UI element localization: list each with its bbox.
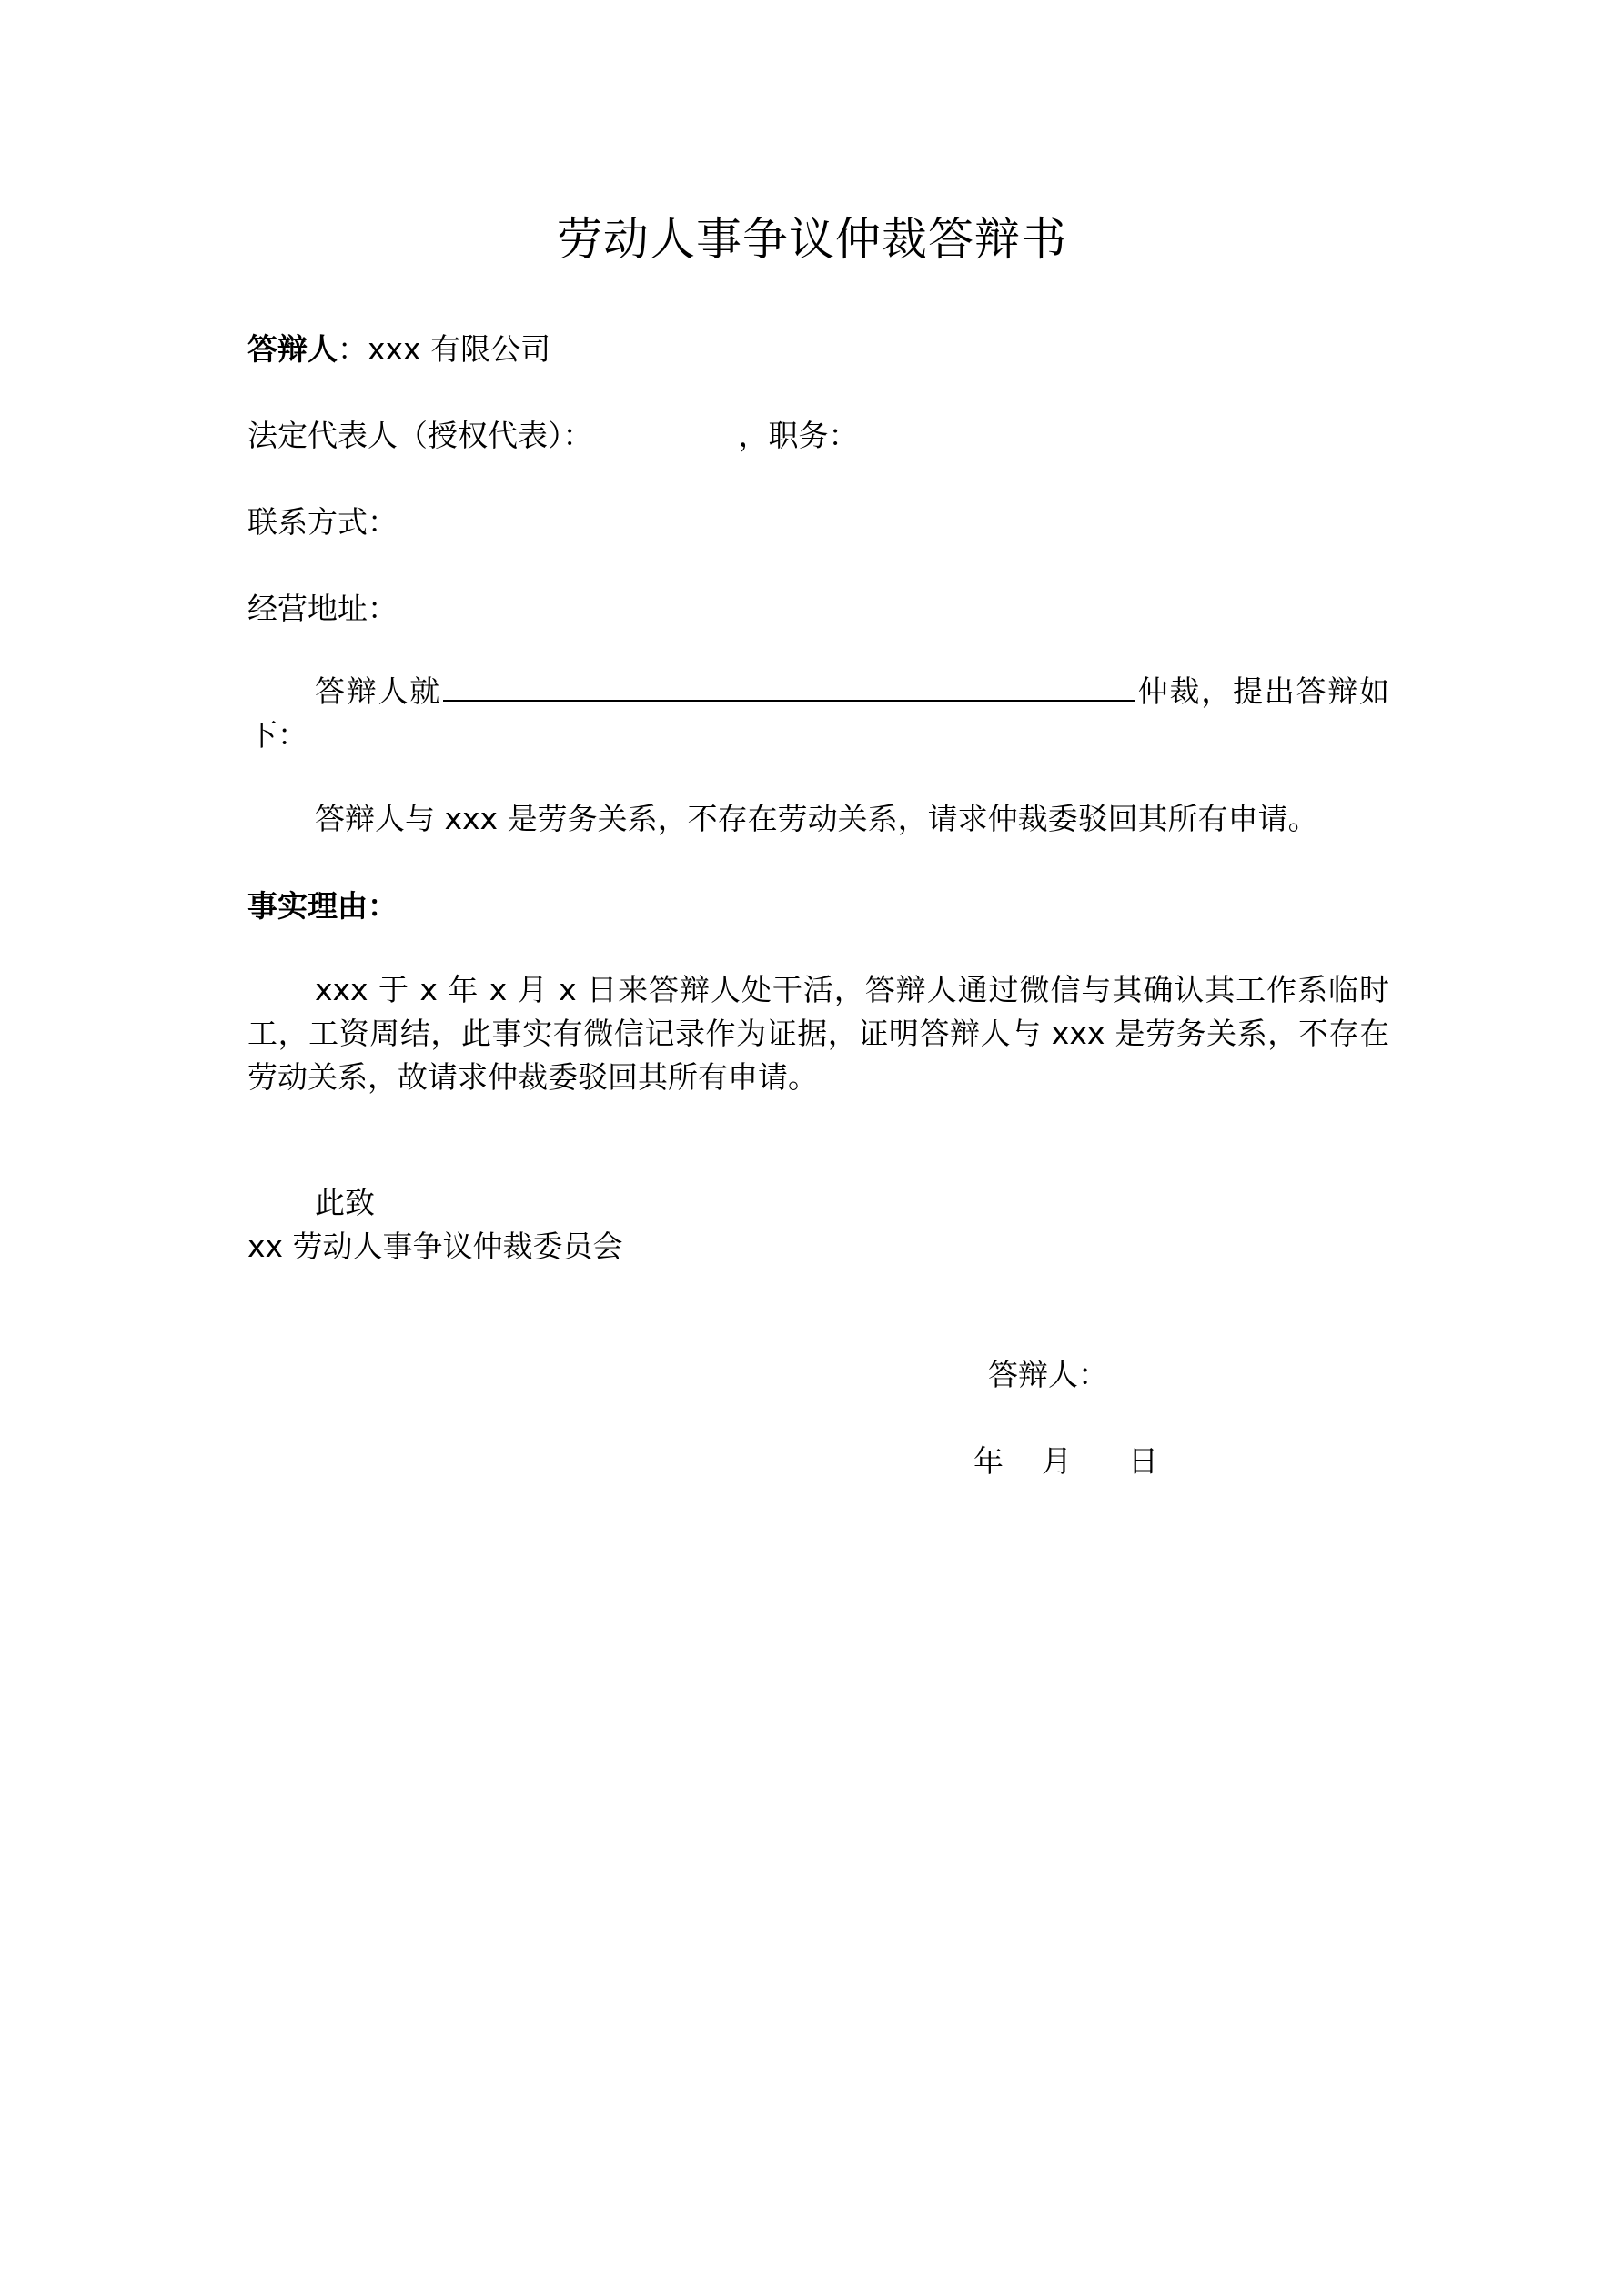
facts-heading: 事实理由：	[247, 888, 398, 924]
legal-rep-label: 法定代表人（授权代表）：	[247, 418, 593, 453]
address-line: 经营地址：	[247, 591, 398, 626]
contact-line: 联系方式：	[247, 504, 398, 540]
document-title: 劳动人事争议仲裁答辩书	[557, 213, 1067, 266]
intro-suffix: 仲裁，提出答辩如下：	[247, 673, 1389, 753]
position-label: ，职务：	[738, 418, 859, 453]
intro-prefix: 答辩人就	[315, 673, 441, 709]
respondent-line	[247, 328, 550, 371]
intro-paragraph	[247, 669, 1389, 757]
date-day: 日	[1128, 1443, 1158, 1479]
signature-label: 答辩人：	[988, 1357, 1108, 1392]
legal-representative-line	[247, 414, 859, 458]
recipient: xx 劳动人事争议仲裁委员会	[247, 1229, 623, 1264]
respondent-label: 答辩人	[247, 331, 338, 367]
salutation: 此致	[315, 1185, 375, 1220]
facts-paragraph: xxx 于 x 年 x 月 x 日来答辩人处干活，答辩人通过微信与其确认其工作系临时工，工资周结，此事实有微信记录作为证据，证明答辩人与 xxx 是劳务关系，不存在劳动关系，故请求仲裁委驳回其所有申请。	[247, 972, 1389, 1095]
date-line	[973, 1440, 1158, 1483]
respondent-value: ：xxx 有限公司	[338, 331, 551, 367]
date-year: 年	[973, 1443, 1004, 1479]
statement-paragraph: 答辩人与 xxx 是劳务关系，不存在劳动关系，请求仲裁委驳回其所有申请。	[315, 801, 1318, 836]
date-month: 月	[1042, 1443, 1072, 1479]
case-blank-underline	[443, 669, 1135, 702]
